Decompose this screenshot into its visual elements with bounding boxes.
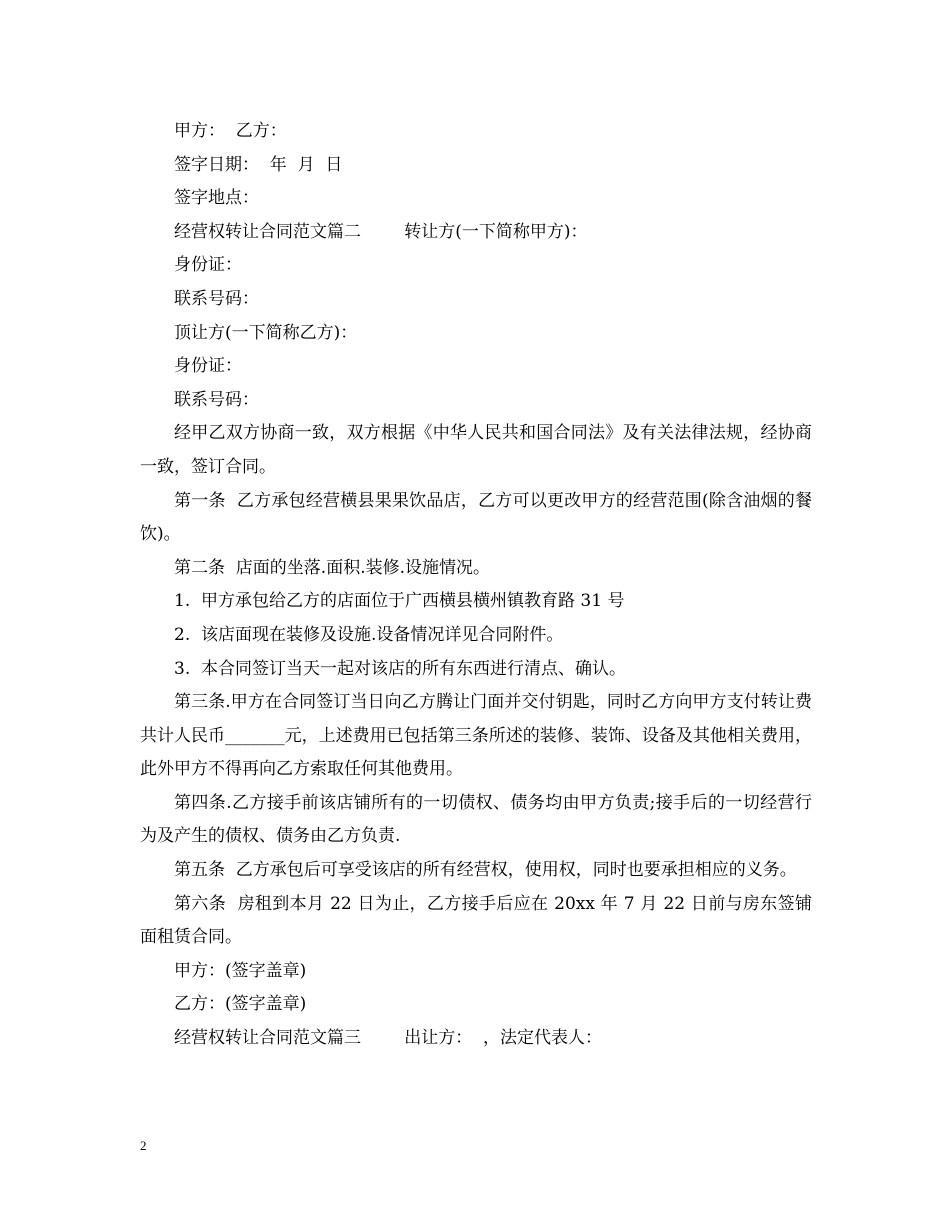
article-4: 第四条.乙方接手前该店铺所有的一切债权、债务均由甲方负责;接手后的一切经营行为及产生的债权、债务由乙方负责. bbox=[140, 792, 812, 847]
id-card-line: 身份证： bbox=[174, 356, 242, 377]
id-card-line: 身份证： bbox=[174, 255, 242, 276]
document-body bbox=[140, 115, 812, 1056]
party-line: 甲方： 乙方： bbox=[174, 121, 287, 141]
article-2: 第二条 店面的坐落.面积.装修.设施情况。 bbox=[174, 557, 491, 578]
signing-date-line: 签字日期： 年 月 日 bbox=[174, 154, 343, 175]
article-6: 第六条 房租到本月 22 日为止，乙方接手后应在 20xx 年 7 月 22 日前与房东签铺面租赁合同。 bbox=[140, 893, 812, 948]
party-a-signature-line: 甲方：(签字盖章) bbox=[174, 960, 307, 981]
page-number: 2 bbox=[140, 1138, 147, 1153]
transferee-line: 顶让方(一下简称乙方)： bbox=[174, 322, 358, 343]
article-2-item-1: 1. 甲方承包给乙方的店面位于广西横县横州镇教育路 31 号 bbox=[174, 591, 625, 612]
article-2-item-3: 3. 本合同签订当天一起对该店的所有东西进行清点、确认。 bbox=[174, 658, 627, 679]
signing-place-line: 签字地点： bbox=[174, 188, 259, 209]
section-heading-3: 经营权转让合同范文篇三 出让方： ，法定代表人： bbox=[174, 1028, 603, 1049]
preamble-paragraph: 经甲乙双方协商一致，双方根据《中华人民共和国合同法》及有关法律法规，经协商一致，签订合同。 bbox=[140, 423, 812, 477]
article-1: 第一条 乙方承包经营横县果果饮品店，乙方可以更改甲方的经营范围(除含油烟的餐饮)。 bbox=[140, 490, 812, 545]
section-heading-2: 经营权转让合同范文篇二 转让方(一下简称甲方)： bbox=[174, 221, 588, 242]
article-3: 第三条.甲方在合同签订当日向乙方腾让门面并交付钥匙，同时乙方向甲方支付转让费共计人民币_______元，上述费用已包括第三条所述的装修、装饰、设备及其他相关费用，此外甲方不得再向乙方索取任何其他费用。 bbox=[140, 692, 812, 780]
party-b-signature-line: 乙方：(签字盖章) bbox=[174, 994, 307, 1015]
article-2-item-2: 2. 该店面现在装修及设施.设备情况详见合同附件。 bbox=[174, 624, 564, 645]
phone-line: 联系号码： bbox=[174, 288, 259, 309]
article-5: 第五条 乙方承包后可享受该店的所有经营权，使用权，同时也要承担相应的义务。 bbox=[174, 860, 797, 881]
phone-line: 联系号码： bbox=[174, 389, 259, 410]
